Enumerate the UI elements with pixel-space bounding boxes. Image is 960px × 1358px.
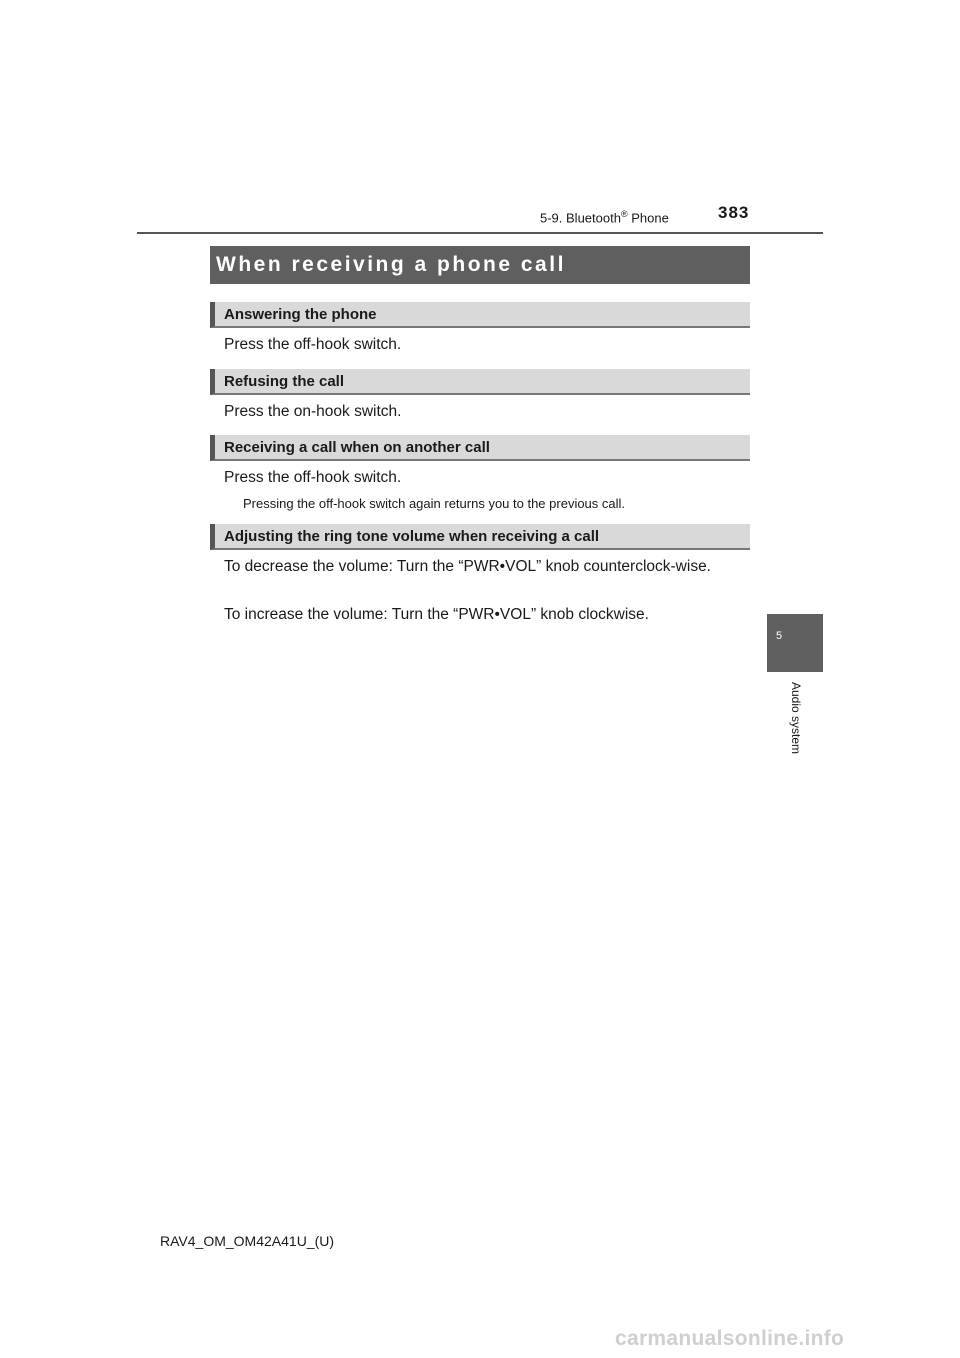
footer-document-code: RAV4_OM_OM42A41U_(U) — [160, 1233, 335, 1249]
header-divider — [137, 232, 823, 234]
paragraph-decrease-volume: To decrease the volume: Turn the “PWR•VOL” knob counterclock-wise. — [224, 558, 711, 575]
watermark: carmanualsonline.info — [615, 1327, 845, 1350]
subheading-ring-volume: Adjusting the ring tone volume when receiving a call — [210, 524, 750, 550]
chapter-tab — [767, 614, 823, 672]
registered-mark: ® — [620, 209, 628, 219]
section-suffix: Phone — [627, 210, 669, 226]
chapter-number: 5 — [776, 630, 783, 642]
chapter-label-container — [756, 682, 836, 772]
body-text-another-call: Press the off-hook switch. — [224, 469, 402, 486]
paragraph-increase-volume: To increase the volume: Turn the “PWR•VOL” knob clockwise. — [224, 606, 649, 623]
subheading-answering: Answering the phone — [210, 302, 750, 328]
body-text-refusing: Press the on-hook switch. — [224, 403, 402, 420]
page-title: When receiving a phone call — [210, 246, 750, 284]
note-text-another-call: Pressing the off-hook switch again returns you to the previous call. — [243, 496, 626, 511]
section-name: 5-9. Bluetooth — [540, 210, 621, 226]
page-number: 383 — [718, 203, 750, 222]
header-section-title — [540, 209, 669, 225]
subheading-another-call: Receiving a call when on another call — [210, 435, 750, 461]
subheading-refusing: Refusing the call — [210, 369, 750, 395]
chapter-label: Audio system — [789, 682, 803, 755]
body-text-answering: Press the off-hook switch. — [224, 336, 402, 353]
